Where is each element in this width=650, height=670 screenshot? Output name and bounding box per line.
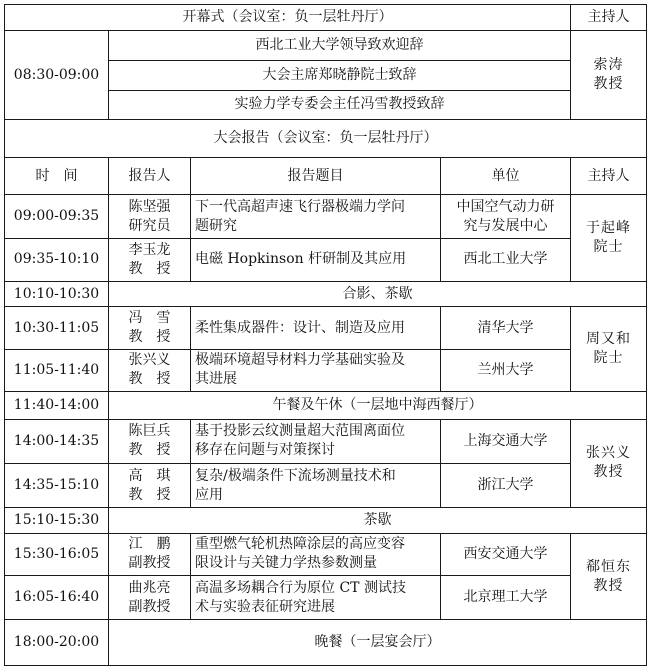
topic-cell: 下一代高超声速飞行器极端力学问 题研究 [191,195,441,238]
unit-cell: 兰州大学 [441,349,571,391]
speaker-cell: 冯 雪 教 授 [109,307,191,349]
topic-cell: 极端环境超导材料力学基础实验及 其进展 [191,349,441,391]
table-row [5,419,647,463]
opening-item-1: 西北工业大学领导致欢迎辞 [109,31,571,61]
opening-item-3: 实验力学专委会主任冯雪教授致辞 [109,90,571,120]
break-row [5,392,647,419]
break-row [5,282,647,307]
session-time: 09:00-09:35 [5,195,109,238]
session-time: 15:30-16:05 [5,533,109,575]
table-row [5,349,647,391]
table-row [5,307,647,349]
topic-cell: 柔性集成器件：设计、制造及应用 [191,307,441,349]
table-row [5,576,647,620]
unit-cell: 北京理工大学 [441,576,571,620]
speaker-cell: 陈坚强 研究员 [109,195,191,238]
opening-time: 08:30-09:00 [5,31,109,120]
session-time: 14:00-14:35 [5,419,109,463]
host-cell: 郗恒东 教授 [571,533,647,620]
session-time: 09:35-10:10 [5,238,109,281]
opening-item-2: 大会主席郑晓静院士致辞 [109,61,571,91]
session-time: 11:40-14:00 [5,392,109,419]
col-header-host: 主持人 [571,158,647,195]
session-time: 10:30-11:05 [5,307,109,349]
speaker-cell: 高 琪 教 授 [109,463,191,507]
break-label: 合影、茶歇 [109,282,647,307]
session-time: 10:10-10:30 [5,282,109,307]
host-cell: 周又和 院士 [571,307,647,392]
speaker-cell: 陈巨兵 教 授 [109,419,191,463]
host-cell: 于起峰 院士 [571,195,647,282]
table-row [5,195,647,238]
break-row [5,508,647,533]
opening-header-row [5,5,647,31]
unit-cell: 清华大学 [441,307,571,349]
opening-host-header: 主持人 [571,5,647,31]
topic-cell: 电磁 Hopkinson 杆研制及其应用 [191,238,441,281]
speaker-cell: 张兴义 教 授 [109,349,191,391]
col-header-unit: 单位 [441,158,571,195]
col-header-time: 时 间 [5,158,109,195]
table-row [5,238,647,281]
unit-cell: 西安交通大学 [441,533,571,575]
speaker-cell: 李玉龙 教 授 [109,238,191,281]
unit-cell: 中国空气动力研 究与发展中心 [441,195,571,238]
opening-item-row [5,31,647,61]
break-row [5,620,647,666]
topic-cell: 重型燃气轮机热障涂层的高应变容 限设计与关键力学热参数测量 [191,533,441,575]
report-title: 大会报告（会议室：负一层牡丹厅） [5,120,647,158]
report-title-row [5,120,647,158]
unit-cell: 西北工业大学 [441,238,571,281]
unit-cell: 浙江大学 [441,463,571,507]
session-time: 18:00-20:00 [5,620,109,666]
session-time: 16:05-16:40 [5,576,109,620]
session-time: 15:10-15:30 [5,508,109,533]
opening-title: 开幕式（会议室：负一层牡丹厅） [5,5,571,31]
speaker-cell: 江 鹏 副教授 [109,533,191,575]
topic-cell: 高温多场耦合行为原位 CT 测试技 术与实验表征研究进展 [191,576,441,620]
host-cell: 张兴义 教授 [571,419,647,508]
speaker-cell: 曲兆亮 副教授 [109,576,191,620]
break-label: 午餐及午休（一层地中海西餐厅） [109,392,647,419]
session-time: 11:05-11:40 [5,349,109,391]
opening-host: 索涛 教授 [571,31,647,120]
column-header-row [5,158,647,195]
topic-cell: 基于投影云纹测量超大范围离面位 移存在问题与对策探讨 [191,419,441,463]
table-row [5,533,647,575]
col-header-topic: 报告题目 [191,158,441,195]
break-label: 晚餐（一层宴会厅） [109,620,647,666]
break-label: 茶歇 [109,508,647,533]
table-row [5,463,647,507]
topic-cell: 复杂/极端条件下流场测量技术和 应用 [191,463,441,507]
session-time: 14:35-15:10 [5,463,109,507]
col-header-speaker: 报告人 [109,158,191,195]
schedule-table [4,4,647,666]
unit-cell: 上海交通大学 [441,419,571,463]
